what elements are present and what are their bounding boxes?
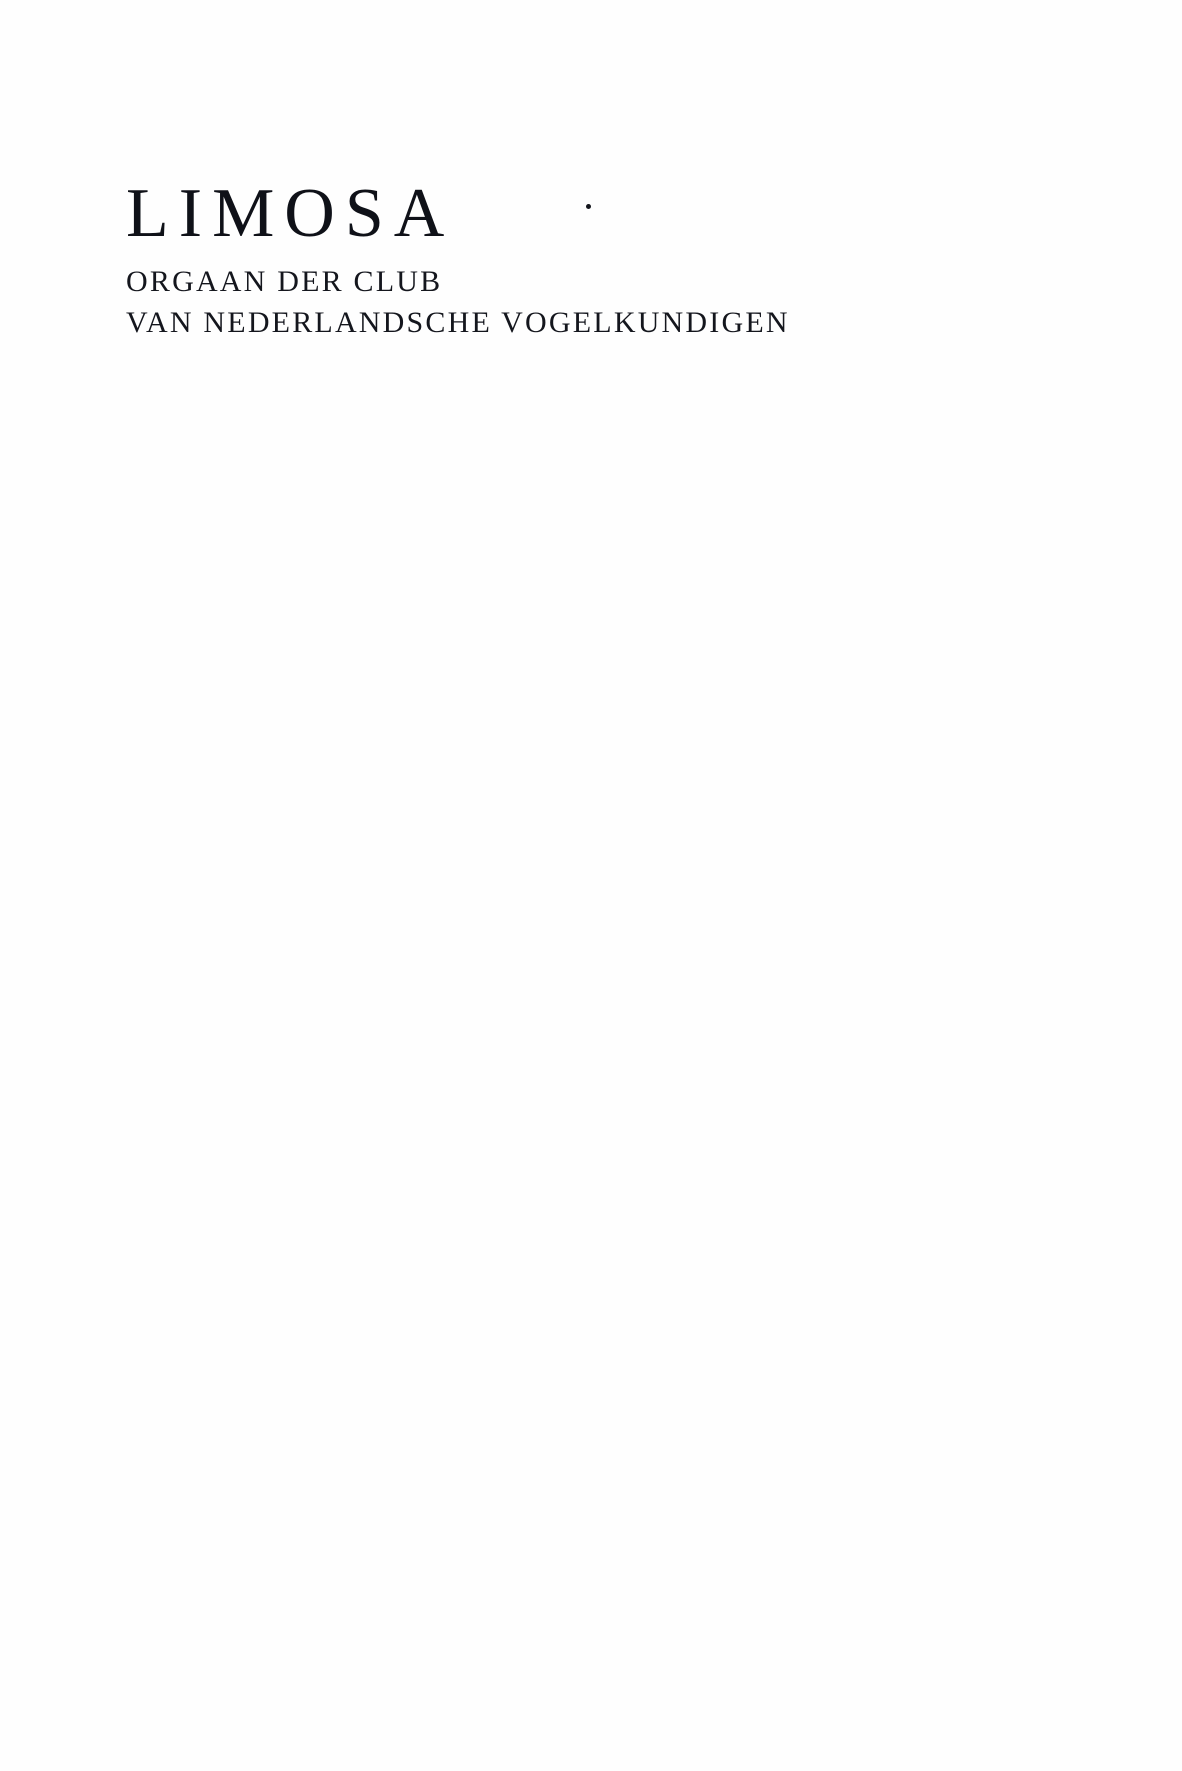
subtitle-line-1: ORGAAN DER CLUB [126,265,443,299]
subtitle-block [126,263,1026,342]
title-dot-mark [586,204,591,209]
subtitle-line-2: VAN NEDERLANDSCHE VOGELKUNDIGEN [126,305,790,339]
page-title: LIMOSA [126,175,455,252]
masthead [126,175,1026,342]
page-body-blank [0,380,1182,1771]
